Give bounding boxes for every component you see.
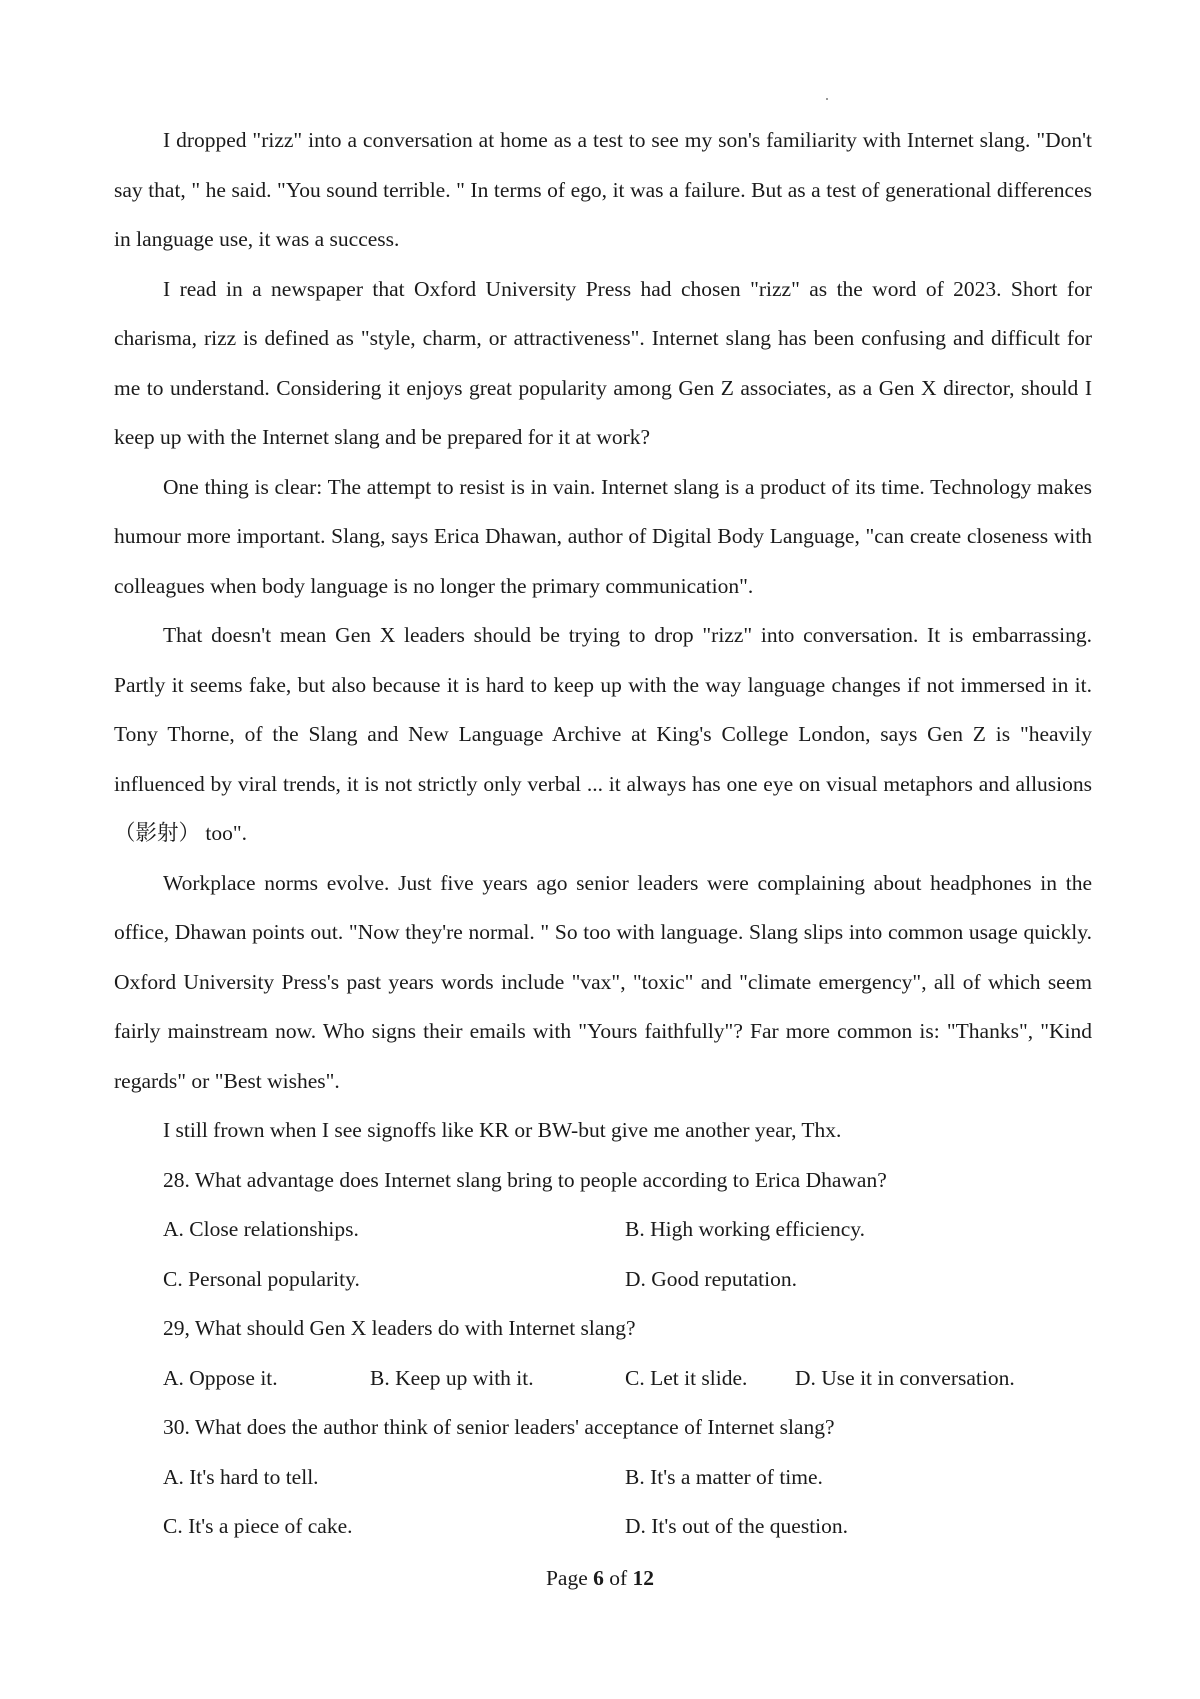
question-28-option-b: B. High working efficiency. [625, 1217, 866, 1241]
passage-paragraph-5: Workplace norms evolve. Just five years ago senior leaders were complaining about headphones in the office, Dhawan points out. "Now they're normal. " So too with language. Slang slips into common usage quickly. Oxford University Press's past years words include "vax", "toxic" and "climate emergency", all of which seem fairly mainstream now. Who signs their emails with "Yours faithfully"? Far more common is: "Thanks", "Kind regards" or "Best wishes". [114, 870, 1092, 1093]
question-28-option-c: C. Personal popularity. [163, 1266, 360, 1291]
passage-paragraph-6: I still frown when I see signoffs like KR or BW-but give me another year, Thx. [163, 1118, 842, 1142]
question-29-option-d: D. Use it in conversation. [795, 1365, 1015, 1390]
question-28-option-a: A. Close relationships. [163, 1217, 359, 1241]
question-29-option-b: B. Keep up with it. [370, 1365, 534, 1390]
question-29-stem: 29, What should Gen X leaders do with Internet slang? [163, 1316, 636, 1340]
question-29-options-row [114, 1354, 1092, 1404]
passage-paragraph-3: One thing is clear: The attempt to resist is in vain. Internet slang is a product of its time. Technology makes humour more important. Slang, says Erica Dhawan, author of Digital Body Language, "can create closeness with colleagues when body language is no longer the primary communication". [114, 474, 1092, 598]
passage-paragraph-1: I dropped "rizz" into a conversation at home as a test to see my son's familiarity with Internet slang. "Don't say that, " he said. "You sound terrible. " In terms of ego, it was a failure. But as a test of generational differences in language use, it was a success. [114, 128, 1092, 251]
question-30-options-row-2 [114, 1502, 1092, 1552]
passage-paragraph-2: I read in a newspaper that Oxford University Press had chosen "rizz" as the word of 2023. Short for charisma, rizz is defined as "style, charm, or attractiveness". Internet slang has been confusing and difficult for me to understand. Considering it enjoys great popularity among Gen Z associates, as a Gen X director, should I keep up with the Internet slang and be prepared for it at work? [114, 276, 1092, 449]
question-30-options-row-1 [114, 1453, 1092, 1503]
question-28-stem: 28. What advantage does Internet slang bring to people according to Erica Dhawan? [163, 1167, 887, 1192]
question-30-option-d: D. It's out of the question. [625, 1514, 849, 1538]
page-footer [0, 1566, 1200, 1591]
exam-page-body [114, 116, 1092, 1552]
passage-paragraph-4: That doesn't mean Gen X leaders should be trying to drop "rizz" into conversation. It is embarrassing. Partly it seems fake, but also because it is hard to keep up with the way language changes if not immersed in it. Tony Thorne, of the Slang and New Language Archive at King's College London, says Gen Z is "heavily influenced by viral trends, it is not strictly only verbal ... it always has one eye on visual metaphors and allusions （影射） too". [114, 623, 1092, 845]
question-29-option-a: A. Oppose it. [163, 1365, 278, 1390]
page-current-number: 6 [593, 1566, 604, 1590]
question-30-option-b: B. It's a matter of time. [625, 1464, 823, 1489]
scan-speck [826, 98, 828, 100]
question-30-option-a: A. It's hard to tell. [163, 1464, 319, 1489]
question-28-option-d: D. Good reputation. [625, 1266, 797, 1291]
question-28-options-row-1 [114, 1205, 1092, 1255]
page-of-label: of [603, 1566, 633, 1590]
page-total-number: 12 [632, 1566, 655, 1590]
question-29-option-c: C. Let it slide. [625, 1365, 748, 1390]
page-label: Page [545, 1566, 594, 1590]
question-30-option-c: C. It's a piece of cake. [163, 1514, 353, 1538]
question-28-options-row-2 [114, 1255, 1092, 1305]
question-30-stem: 30. What does the author think of senior leaders' acceptance of Internet slang? [163, 1415, 835, 1439]
